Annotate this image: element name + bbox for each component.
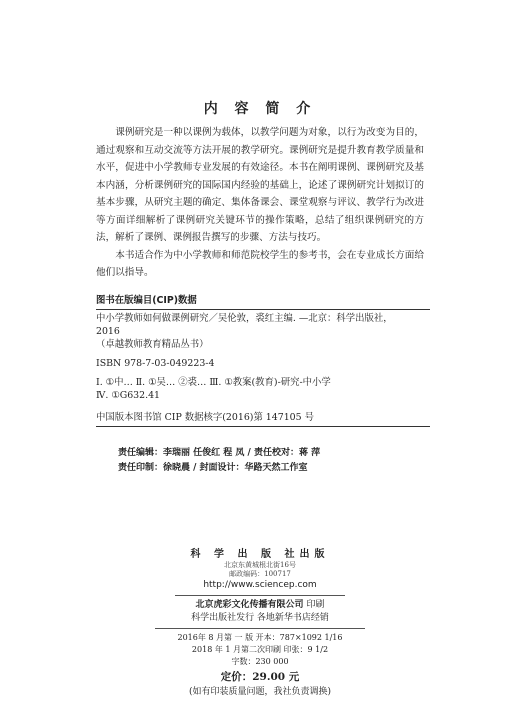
publisher-divider	[175, 595, 345, 596]
edition-divider	[155, 628, 365, 629]
edition-line-1: 2016年 8 月第 一 版 开本：787×1092 1/16	[177, 633, 343, 642]
quality-notice: (如有印装质量问题，我社负责调换)	[188, 687, 332, 697]
printer-line	[0, 599, 520, 612]
publisher-block	[0, 548, 520, 699]
staff-production: 责任印制：徐晓晨 / 封面设计：华路天然工作室	[118, 463, 308, 473]
summary-paragraph-2: 本书适合作为中小学教师和师范院校学生的参考书，会在专业成长方面给他们以指导。	[96, 249, 424, 278]
distribution-line: 科学出版社发行 各地新华书店经销	[191, 613, 329, 623]
word-count: 字数：230 000	[231, 657, 289, 666]
cip-heading: 图书在版编目(CIP)数据	[96, 295, 197, 306]
summary-paragraph-1: 课例研究是一种以课例为载体，以教学问题为对象，以行为改变为目的，通过观察和互动交流等方法开展的教学研究。课例研究是提升教育教学质量和水平，促进中小学教师专业发展的有效途径。本书在阐明课例、课例研究及基本内涵，分析课例研究的国际国内经验的基础上，论述了课例研究计划拟订的基本步骤，从研究主题的确定、集体备课会、课堂观察与评议、教学行为改进等方面详细解析了课例研究关键环节的操作策略，总结了组织课例研究的方法，解析了课例、课例报告撰写的步骤、方法与技巧。	[96, 127, 424, 243]
printer-name: 北京虎彩文化传播有限公司	[195, 600, 304, 610]
summary-title: 内 容 简 介	[203, 101, 317, 117]
publisher-postcode: 邮政编码：100717	[229, 570, 291, 578]
publisher-address: 北京东黄城根北街16号	[224, 561, 296, 569]
cip-year-line: 2016	[96, 326, 120, 337]
publisher-website: http://www.sciencep.com	[203, 580, 317, 590]
staff-credits	[118, 446, 418, 476]
cip-block	[96, 294, 430, 429]
printer-suffix: 印刷	[306, 600, 325, 610]
edition-line-2: 2018 年 1 月第二次印刷 印张：9 1/2	[191, 645, 329, 654]
cip-classification-line: Ⅰ. ①中… Ⅱ. ①吴… ②裘… Ⅲ. ①教案(教育)-研究-中小学	[96, 377, 331, 388]
cip-divider	[96, 309, 430, 310]
publisher-name: 科 学 出 版 社出版	[190, 549, 330, 560]
cip-series-line: （卓越教师教育精品丛书）	[96, 339, 209, 350]
price: 定价：29.00 元	[220, 671, 300, 683]
cip-title-line: 中小学教师如何做课例研究／吴伦敦，裘红主编. —北京：科学出版社，	[96, 313, 393, 324]
cip-classification-code: Ⅳ. ①G632.41	[96, 390, 161, 401]
cip-record-number: 中国版本图书馆 CIP 数据核字(2016)第 147105 号	[96, 412, 314, 423]
summary-body	[96, 124, 424, 282]
staff-editors: 责任编辑：李瑞丽 任俊红 程 凤 / 责任校对：蒋 萍	[118, 448, 321, 458]
cip-isbn-line: ISBN 978-7-03-049223-4	[96, 358, 215, 369]
cip-bottom-divider	[96, 426, 430, 427]
